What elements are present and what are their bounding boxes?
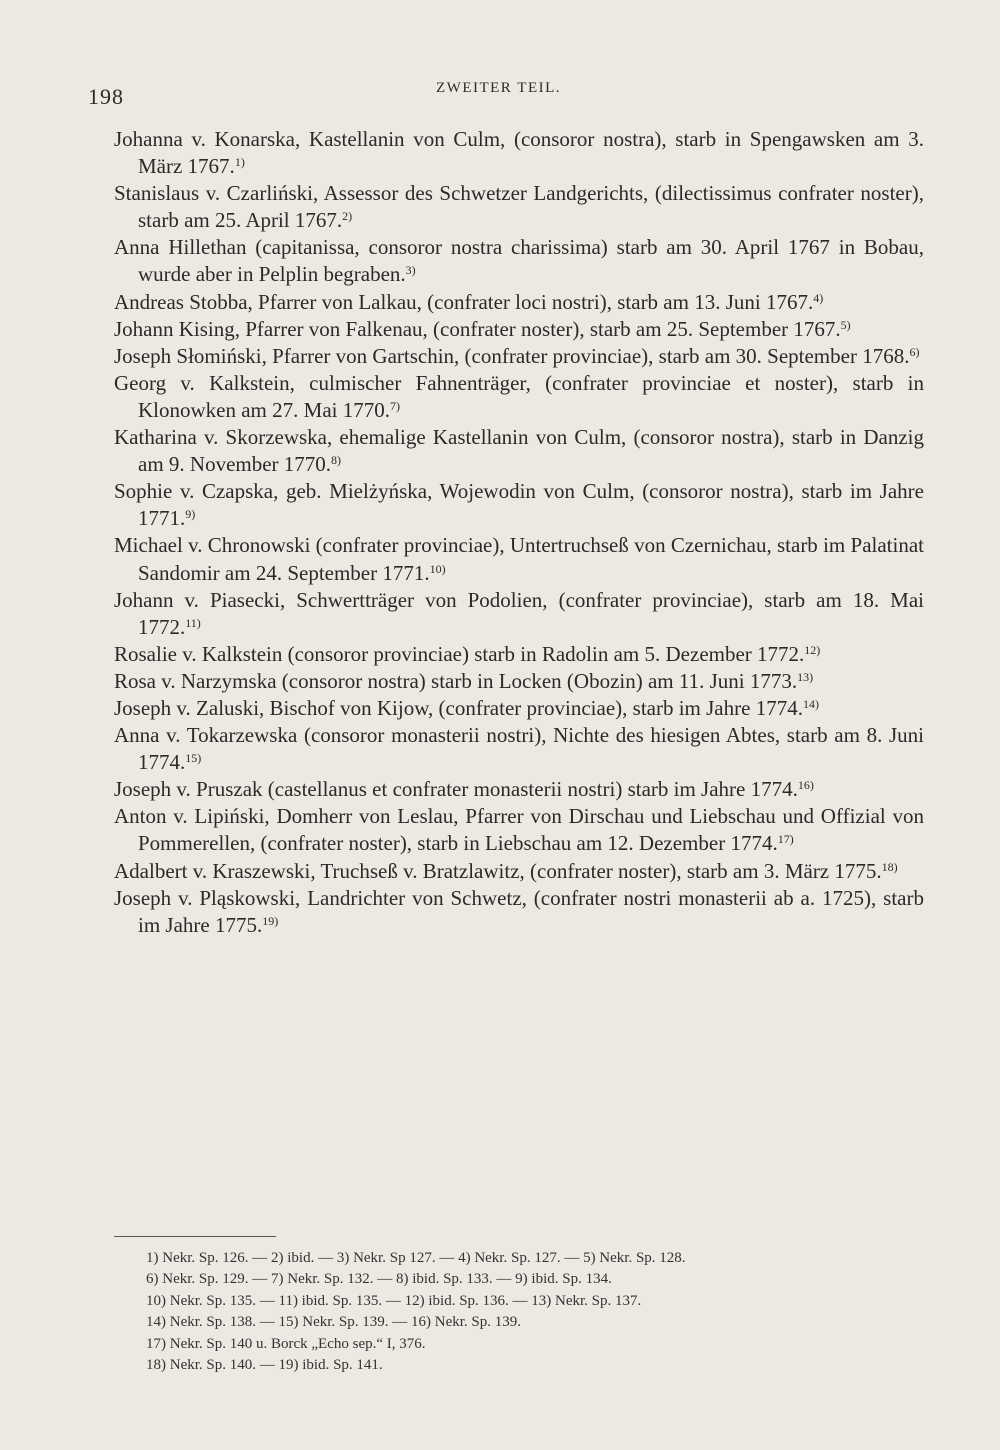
page-number: 198 <box>88 84 124 109</box>
footnote-ref: 14) <box>802 696 819 711</box>
entry-text: Anton v. Lipiński, Domherr von Leslau, Pfarrer von Dirschau und Liebschau und Offizial von Pommerellen, (confrater noster), starb in Liebschau am 12. Dezember 1774. <box>114 804 924 856</box>
entry <box>114 343 924 370</box>
entry <box>114 641 924 668</box>
entry <box>114 478 924 532</box>
entry-text: Michael v. Chronowski (confrater provinciae), Untertruchseß von Czernichau, starb im Palatinat Sandomir am 24. September 1771. <box>114 533 924 585</box>
entry-text: Andreas Stobba, Pfarrer von Lalkau, (confrater loci nostri), starb am 13. Juni 1767. <box>114 289 814 314</box>
footnote-line: 1) Nekr. Sp. 126. — 2) ibid. — 3) Nekr. Sp 127. — 4) Nekr. Sp. 127. — 5) Nekr. Sp. 128. <box>146 1250 686 1266</box>
footnote-ref: 4) <box>813 290 824 305</box>
entry-text: Rosa v. Narzymska (consoror nostra) starb in Locken (Obozin) am 11. Juni 1773. <box>114 668 798 693</box>
entry-text: Georg v. Kalkstein, culmischer Fahnenträger, (confrater provinciae et noster), starb in Klonowken am 27. Mai 1770. <box>114 370 924 422</box>
entry <box>114 885 924 939</box>
entry <box>114 587 924 641</box>
entry-text: Adalbert v. Kraszewski, Truchseß v. Bratzlawitz, (confrater noster), starb am 3. März 1775. <box>114 858 882 883</box>
entry <box>114 776 924 803</box>
footnote-ref: 19) <box>262 913 279 928</box>
entry <box>114 316 924 343</box>
footnote-ref: 7) <box>389 398 400 413</box>
footnote-ref: 1) <box>234 155 245 170</box>
footnote-ref: 6) <box>909 344 920 359</box>
footnote-ref: 5) <box>840 317 851 332</box>
entry-text: Rosalie v. Kalkstein (consoror provinciae) starb in Radolin am 5. Dezember 1772. <box>114 641 805 666</box>
footnote-ref: 18) <box>881 859 898 874</box>
entry-text: Johanna v. Konarska, Kastellanin von Culm, (consoror nostra), starb in Spengawsken am 3. März 1767. <box>114 127 924 179</box>
entry-text: Johann Kising, Pfarrer von Falkenau, (confrater noster), starb am 25. September 1767. <box>114 316 841 341</box>
entry <box>114 695 924 722</box>
footnote-ref: 2) <box>342 209 353 224</box>
footnote-line: 10) Nekr. Sp. 135. — 11) ibid. Sp. 135. — 12) ibid. Sp. 136. — 13) Nekr. Sp. 137. <box>146 1292 642 1309</box>
entry-text: Joseph v. Pruszak (castellanus et confrater monasterii nostri) starb im Jahre 1774. <box>114 777 798 802</box>
entry <box>114 803 924 857</box>
footnote-ref: 15) <box>185 751 202 766</box>
entry-text: Anna v. Tokarzewska (consoror monasterii nostri), Nichte des hiesigen Abtes, starb am 8. Juni 1774. <box>114 723 924 775</box>
entry-text: Johann v. Piasecki, Schwertträger von Podolien, (confrater provinciae), starb am 18. Mai 1772. <box>114 587 924 639</box>
footnotes <box>146 1248 946 1376</box>
footnote-ref: 8) <box>331 453 342 468</box>
footnote-separator <box>114 1236 276 1237</box>
entry <box>114 234 924 288</box>
entry-text: Katharina v. Skorzewska, ehemalige Kastellanin von Culm, (consoror nostra), starb in Danzig am 9. November 1770. <box>114 425 924 477</box>
entry <box>114 424 924 478</box>
entry <box>114 126 924 180</box>
footnote-line: 17) Nekr. Sp. 140 u. Borck „Echo sep.“ I, 376. <box>146 1335 426 1352</box>
entry-text: Stanislaus v. Czarliński, Assessor des Schwetzer Landgerichts, (dilectissimus confrater noster), starb am 25. April 1767. <box>114 181 924 233</box>
entry-text: Anna Hillethan (capitanissa, consoror nostra charissima) starb am 30. April 1767 in Bobau, wurde aber in Pelplin begraben. <box>114 235 924 287</box>
footnote-ref: 12) <box>804 642 821 657</box>
entry <box>114 858 924 885</box>
footnote-ref: 16) <box>797 778 814 793</box>
footnote-ref: 3) <box>405 263 416 278</box>
entry-text: Joseph Słomiński, Pfarrer von Gartschin, (confrater provinciae), starb am 30. September 1768. <box>114 343 910 368</box>
entry <box>114 289 924 316</box>
entry <box>114 722 924 776</box>
entry <box>114 668 924 695</box>
footnote-line: 18) Nekr. Sp. 140. — 19) ibid. Sp. 141. <box>146 1357 383 1374</box>
entry <box>114 532 924 586</box>
footnote-ref: 17) <box>777 832 794 847</box>
footnote-ref: 10) <box>429 561 446 576</box>
footnote-ref: 11) <box>185 615 201 630</box>
footnote-ref: 13) <box>797 669 814 684</box>
footnote-line: 14) Nekr. Sp. 138. — 15) Nekr. Sp. 139. — 16) Nekr. Sp. 139. <box>146 1314 521 1331</box>
footnote-ref: 9) <box>185 507 196 522</box>
obituary-list <box>114 126 924 939</box>
footnote-line: 6) Nekr. Sp. 129. — 7) Nekr. Sp. 132. — 8) ibid. Sp. 133. — 9) ibid. Sp. 134. <box>146 1271 612 1288</box>
running-head: ZWEITER TEIL. <box>436 80 562 96</box>
entry-text: Sophie v. Czapska, geb. Mielżyńska, Wojewodin von Culm, (consoror nostra), starb im Jahre 1771. <box>114 479 924 531</box>
entry-text: Joseph v. Pląskowski, Landrichter von Schwetz, (confrater nostri monasterii ab a. 1725), starb im Jahre 1775. <box>114 885 924 937</box>
entry-text: Joseph v. Zaluski, Bischof von Kijow, (confrater provinciae), starb im Jahre 1774. <box>114 695 803 720</box>
entry <box>114 370 924 424</box>
entry <box>114 180 924 234</box>
